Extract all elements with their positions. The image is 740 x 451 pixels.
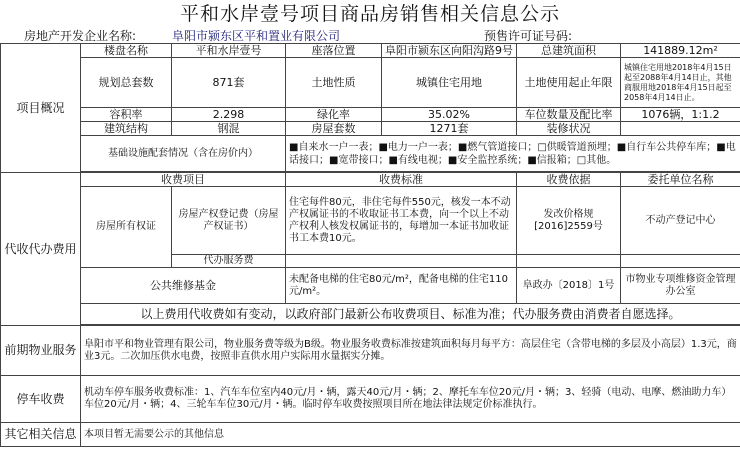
structure: 钢混: [172, 122, 286, 136]
structure-label: 建筑结构: [81, 122, 172, 136]
developer-label: 房地产开发企业名称:: [24, 29, 137, 43]
parking-count: 1076辆，1:1.2: [621, 108, 740, 122]
green-ratio: 35.02%: [382, 108, 517, 122]
houses-count: 1271套: [382, 122, 517, 136]
total-area: 141889.12m²: [621, 44, 740, 58]
maintenance-fund-agency: 市物业专项维修资金管理办公室: [621, 268, 740, 304]
header-fee-basis: 收费依据: [517, 173, 621, 187]
property-cert-basis: 发改价格规[2016]2559号: [517, 187, 621, 255]
property-cert-group: 房屋所有权证: [81, 187, 172, 268]
header-fee-item: 收费项目: [81, 173, 286, 187]
land-nature-label: 土地性质: [286, 58, 382, 108]
section-other: 其它相关信息: [1, 423, 81, 447]
decoration: [621, 122, 740, 136]
agency-service-fee: 代办服务费: [172, 255, 286, 268]
location: 阜阳市颍东区向阳沟路9号: [382, 44, 517, 58]
section-overview: 项目概况: [1, 44, 81, 173]
fees-note: 以上费用代收费如有变动，以政府部门最新公布收费项目、标准为准；代办服务费由消费者自愿选择。: [81, 304, 740, 325]
floor-area-ratio: 2.298: [172, 108, 286, 122]
location-label: 座落位置: [286, 44, 382, 58]
land-term-label: 土地使用起止年限: [517, 58, 621, 108]
green-label: 绿化率: [286, 108, 382, 122]
parking-fee-text: 机动车停车服务收费标准：1、汽车车位室内40元/月・辆，露天40元/月・辆；2、摩托车车位20元/月・辆；3、轻骑（电动、电摩、燃油助力车）车位20元/月・辆；4、三轮车车位30元/月・辆。临时停车收费按照项目所在地法律法规定价标准执行。: [81, 376, 740, 423]
info-table: [0, 43, 740, 447]
maintenance-fund-item: 公共维修基金: [81, 268, 286, 304]
property-cert-standard: 住宅每件80元，非住宅每件550元，核发一本不动产权属证书的不收取证书工本费，向一个以上不动产权利人核发权属证书的，每增加一本证书加收证书工本费10元。: [286, 187, 517, 255]
property-service-text: 阜阳市平和物业管理有限公司，物业服务费等级为B级。物业服务收费标准按建筑面积每月每平方：高层住宅（含带电梯的多层及小高层）1.3元，商业3元。二次加压供水电费，按照非直供水用户实际用水量据实分摊。: [81, 326, 740, 376]
total-units-label: 规划总套数: [81, 58, 172, 108]
area-label: 总建筑面积: [517, 44, 621, 58]
header-agency: 委托单位名称: [621, 173, 740, 187]
developer-name: 阜阳市颍东区平和置业有限公司: [172, 29, 341, 43]
far-label: 容积率: [81, 108, 172, 122]
section-property-service: 前期物业服务: [1, 326, 81, 376]
header-meta: [0, 28, 740, 44]
building-name: 平和水岸壹号: [172, 44, 286, 58]
property-cert-item: 房屋产权登记费（房屋产权证书）: [172, 187, 286, 255]
land-nature: 城镇住宅用地: [382, 58, 517, 108]
permit-label: 预售许可证号码:: [484, 29, 573, 43]
building-name-label: 楼盘名称: [81, 44, 172, 58]
facilities-list: ■自来水一户一表；■电力一户一表；■燃气管道接口；□供暖管道预埋；■自行车公共停车库；■电话接口；■宽带接口；■有线电视；■安全监控系统；■信报箱；□其他。: [286, 136, 740, 172]
facilities-label: 基础设施配套情况（含在房价内）: [81, 136, 286, 172]
section-fees: 代收代办费用: [1, 173, 81, 326]
parking-label: 车位数量及配比率: [517, 108, 621, 122]
other-info-text: 本项目暂无需要公示的其他信息: [81, 423, 740, 447]
maintenance-fund-basis: 阜政办〔2018〕1号: [517, 268, 621, 304]
property-cert-agency: 不动产登记中心: [621, 187, 740, 255]
total-units: 871套: [172, 58, 286, 108]
maintenance-fund-standard: 未配备电梯的住宅80元/m²，配备电梯的住宅110元/m²。: [286, 268, 517, 304]
land-term: 城镇住宅用地2018年4月15日起至2088年4月14日止，其他商服用地2018年4月15日起至2058年4月14日止。: [621, 58, 740, 108]
houses-label: 房屋套数: [286, 122, 382, 136]
decoration-label: 装修状况: [517, 122, 621, 136]
section-parking: 停车收费: [1, 376, 81, 423]
page-title: 平和水岸壹号项目商品房销售相关信息公示: [179, 3, 560, 25]
header-fee-standard: 收费标准: [286, 173, 517, 187]
